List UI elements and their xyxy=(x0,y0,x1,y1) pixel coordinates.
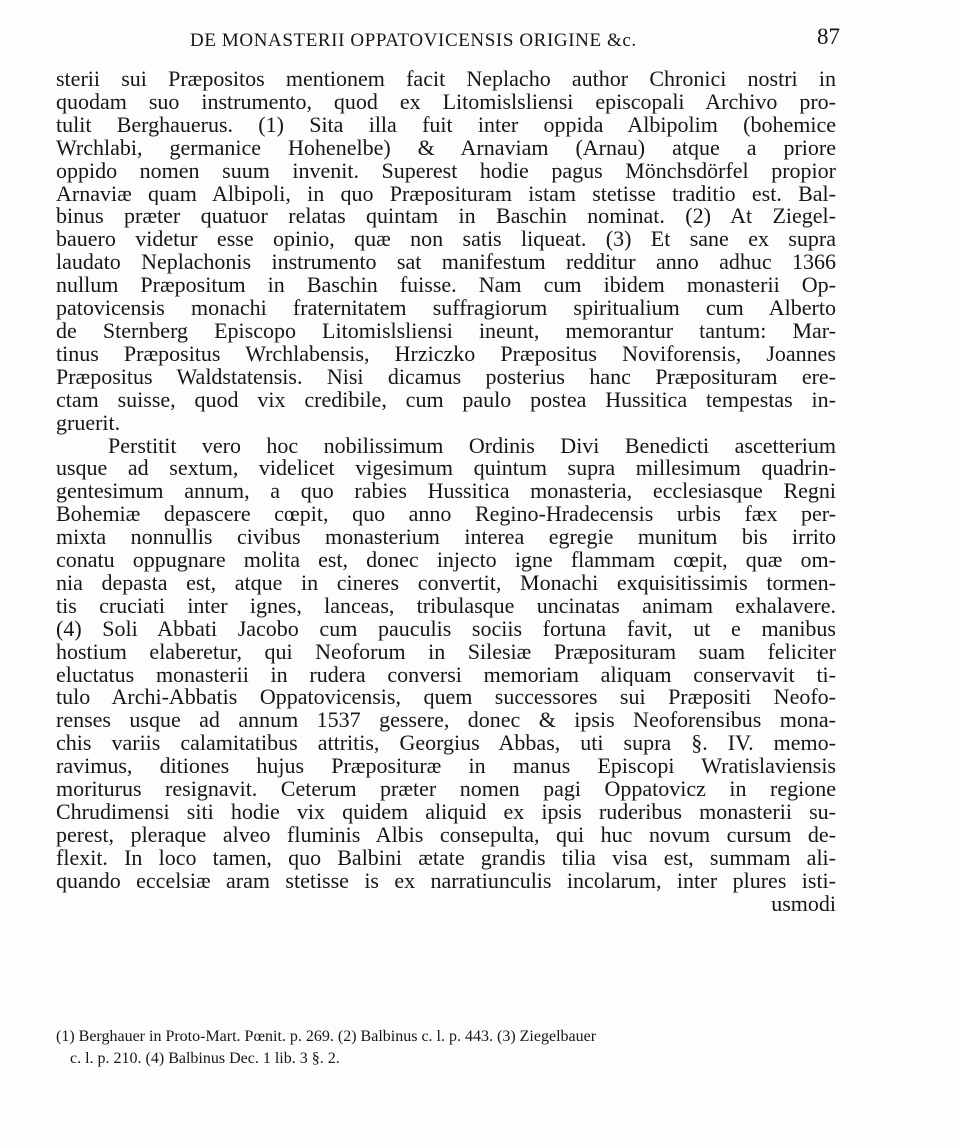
text-line: sterii sui Præpositos mentionem facit Neplacho author Chronici nostri in xyxy=(56,68,836,91)
text-line: hostium elaberetur, qui Neoforum in Silesiæ Præposituram suam feliciter xyxy=(56,640,836,664)
body-text xyxy=(56,68,836,916)
text-line: patovicensis monachi fraternitatem suffragiorum spiritualium cum Alberto xyxy=(56,297,836,320)
footnote-line: (1) Berghauer in Proto-Mart. Pœnit. p. 269. (2) Balbinus c. l. p. 443. (3) Ziegelbauer xyxy=(56,1028,597,1045)
text-line: ravimus, ditiones hujus Præposituræ in manus Episcopi Wratislaviensis xyxy=(56,755,836,779)
text-line: flexit. In loco tamen, quo Balbini ætate grandis tilia visa est, summam ali- xyxy=(56,846,836,870)
text-line: eluctatus monasterii in rudera conversi memoriam aliquam conservavit ti- xyxy=(56,663,836,687)
text-line: renses usque ad annum 1537 gessere, donec & ipsis Neoforensibus mona- xyxy=(56,709,836,733)
text-line: chis variis calamitatibus attritis, Georgius Abbas, uti supra §. IV. memo- xyxy=(56,732,836,756)
text-line: binus præter quatuor relatas quintam in Baschin nominat. (2) At Ziegel- xyxy=(56,205,836,229)
footnote-line: c. l. p. 210. (4) Balbinus Dec. 1 lib. 3 §. 2. xyxy=(70,1050,340,1067)
text-line: tulit Berghauerus. (1) Sita illa fuit inter oppida Albipolim (bohemice xyxy=(56,113,836,137)
text-line: usque ad sextum, videlicet vigesimum quintum supra millesimum quadrin- xyxy=(56,457,836,481)
text-line: perest, pleraque alveo fluminis Albis consepulta, qui huc novum cursum de- xyxy=(56,823,836,847)
text-line: tinus Præpositus Wrchlabensis, Hrziczko Præpositus Noviforensis, Joannes xyxy=(56,342,836,366)
text-line: Bohemiæ depascere cœpit, quo anno Regino-Hradecensis urbis fæx per- xyxy=(56,503,836,527)
text-line: tulo Archi-Abbatis Oppatovicensis, quem successores sui Præpositi Neofo- xyxy=(56,686,836,710)
text-line: Arnaviæ quam Albipoli, in quo Præposituram istam stetisse traditio est. Bal- xyxy=(56,182,836,206)
text-line: mixta nonnullis civibus monasterium interea egregie munitum bis irrito xyxy=(56,526,836,550)
text-line: moriturus resignavit. Ceterum præter nomen pagi Oppatovicz in regione xyxy=(56,778,836,801)
text-line: quando eccelsiæ aram stetisse is ex narratiunculis incolarum, inter plures isti- xyxy=(56,869,836,893)
text-line: nullum Præpositum in Baschin fuisse. Nam cum ibidem monasterii Op- xyxy=(56,274,836,298)
text-line: laudato Neplachonis instrumento sat manifestum redditur anno adhuc 1366 xyxy=(56,251,836,275)
text-line: bauero videtur esse opinio, quæ non satis liqueat. (3) Et sane ex supra xyxy=(56,228,836,252)
footnotes xyxy=(56,1026,836,1070)
text-line: gentesimum annum, a quo rabies Hussitica monasteria, ecclesiasque Regni xyxy=(56,480,836,504)
text-line: oppido nomen suum invenit. Superest hodie pagus Mönchsdörfel propior xyxy=(56,159,836,183)
text-line: ctam suisse, quod vix credibile, cum paulo postea Hussitica tempestas in- xyxy=(56,388,836,412)
text-line: Wrchlabi, germanice Hohenelbe) & Arnaviam (Arnau) atque a priore xyxy=(56,136,836,160)
text-line: Chrudimensi siti hodie vix quidem aliquid ex ipsis ruderibus monasterii su- xyxy=(56,801,836,824)
text-line: conatu oppugnare molita est, donec injecto igne flammam cœpit, quæ om- xyxy=(56,549,836,572)
text-line: de Sternberg Episcopo Litomislsliensi ineunt, memorantur tantum: Mar- xyxy=(56,319,836,343)
text-line: tis cruciati inter ignes, lanceas, tribulasque uncinatas animam exhalavere. xyxy=(56,594,836,618)
running-title: DE MONASTERII OPPATOVICENSIS ORIGINE &c. xyxy=(190,30,637,51)
text-line: nia depasta est, atque in cineres convertit, Monachi exquisitissimis tormen- xyxy=(56,571,836,595)
text-line: Perstitit vero hoc nobilissimum Ordinis Divi Benedicti ascetterium xyxy=(108,434,836,458)
text-line: gruerit. xyxy=(56,411,121,435)
page-number: 87 xyxy=(817,24,840,49)
text-line: Præpositus Waldstatensis. Nisi dicamus posterius hanc Præposituram ere- xyxy=(56,365,836,389)
text-line: (4) Soli Abbati Jacobo cum pauculis sociis fortuna favit, ut e manibus xyxy=(56,617,836,641)
catchword: usmodi xyxy=(771,892,836,916)
text-line: quodam suo instrumento, quod ex Litomislsliensi episcopali Archivo pro- xyxy=(56,90,836,114)
running-head xyxy=(190,24,840,64)
